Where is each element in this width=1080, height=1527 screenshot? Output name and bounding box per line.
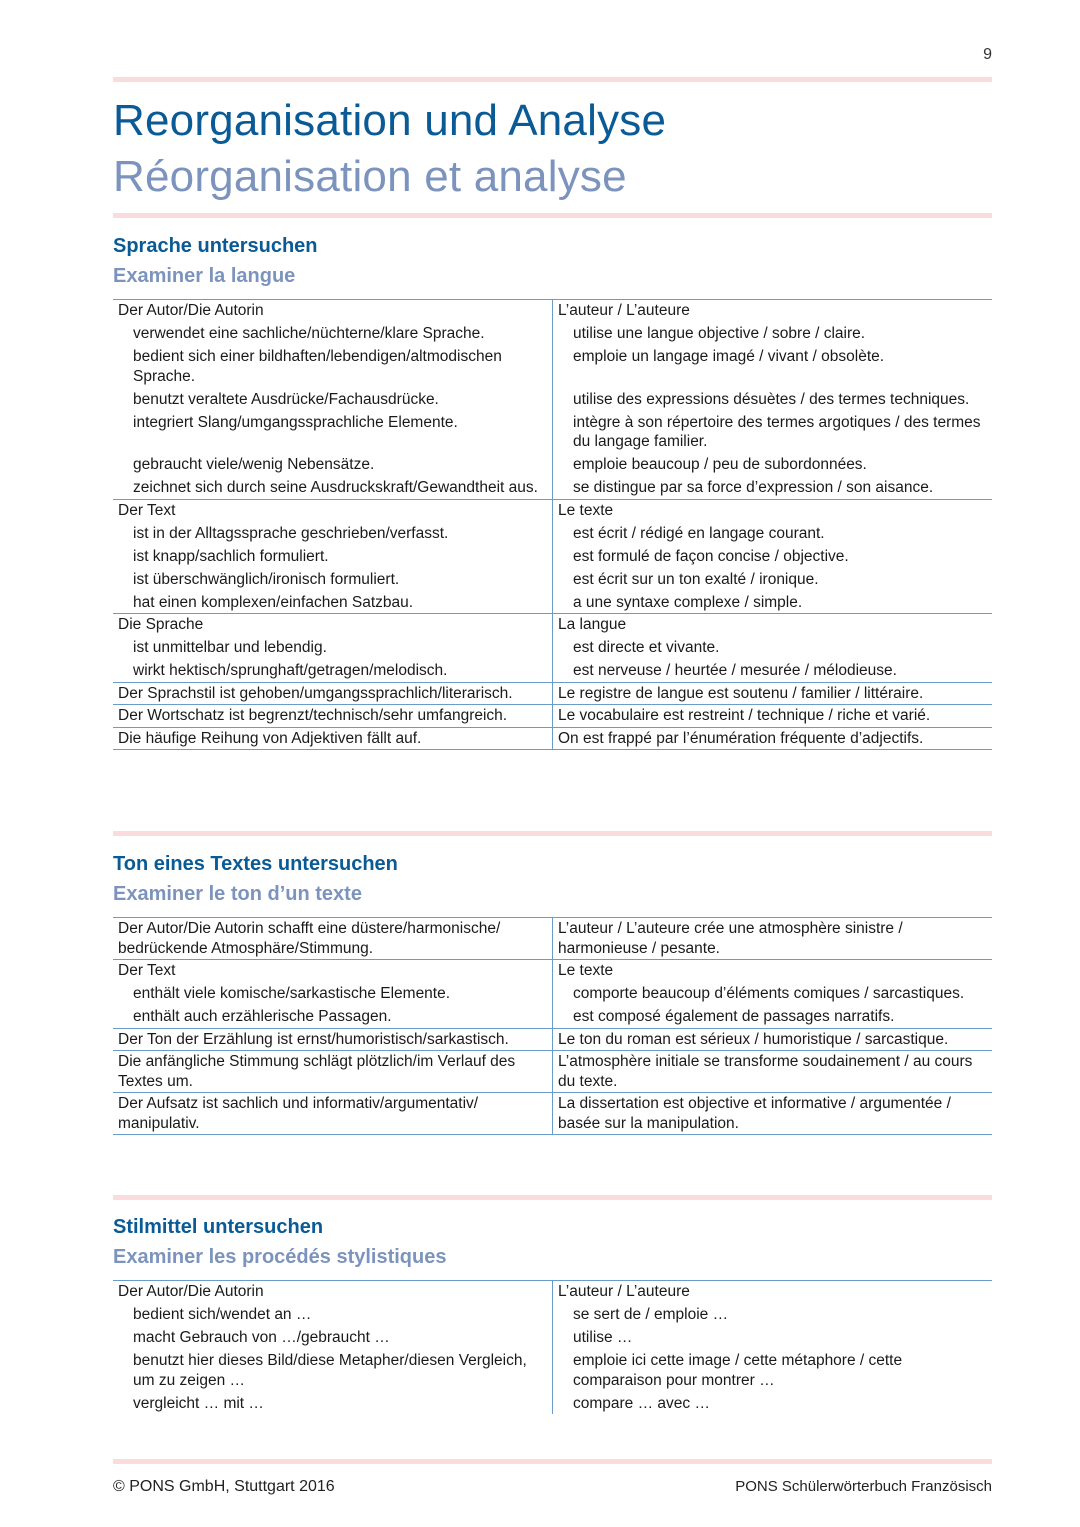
french-cell: [553, 300, 993, 500]
phrase: Die häufige Reihung von Adjektiven fällt auf.: [118, 729, 422, 747]
french-cell: [553, 1028, 993, 1051]
vocabulary-table: [113, 1280, 992, 1414]
phrase: Der Sprachstil ist gehoben/umgangssprachlich/literarisch.: [118, 684, 513, 702]
phrase: benutzt veraltete Ausdrücke/Fachausdrücke.: [133, 390, 439, 408]
vocabulary-table: [113, 917, 992, 1135]
section-heading-german: Ton eines Textes untersuchen: [113, 853, 398, 875]
german-cell: [113, 682, 553, 705]
phrase: est écrit sur un ton exalté / ironique.: [573, 570, 819, 588]
phrase: utilise …: [573, 1329, 633, 1346]
title-divider: [113, 213, 992, 218]
german-cell: [113, 918, 553, 960]
page-title-french: Réorganisation et analyse: [113, 152, 627, 201]
phrase: ist in der Alltagssprache geschrieben/verfasst.: [133, 524, 449, 542]
phrase: comporte beaucoup d’éléments comiques / sarcastiques.: [573, 985, 965, 1002]
french-cell: [553, 682, 993, 705]
section-heading-french: Examiner la langue: [113, 265, 296, 287]
french-cell: [553, 614, 993, 683]
french-cell: [553, 705, 993, 728]
phrase: Der Wortschatz ist begrenzt/technisch/sehr umfangreich.: [118, 707, 508, 724]
german-cell: [113, 1028, 553, 1051]
table-row: [113, 705, 992, 728]
phrase: est formulé de façon concise / objective.: [573, 547, 849, 565]
phrase: ist unmittelbar und lebendig.: [133, 639, 327, 656]
phrase: verwendet eine sachliche/nüchterne/klare Sprache.: [133, 325, 485, 342]
phrase: zeichnet sich durch seine Ausdruckskraft/Gewandtheit aus.: [133, 479, 538, 496]
phrase: emploie beaucoup / peu de subordonnées.: [573, 456, 867, 473]
row-heading: Le texte: [558, 501, 614, 519]
german-cell: [113, 300, 553, 500]
german-cell: [113, 1093, 553, 1135]
table-row: [113, 1093, 992, 1135]
phrase: macht Gebrauch von …/gebraucht …: [133, 1329, 390, 1346]
phrase: se distingue par sa force d’expression / son aisance.: [573, 479, 934, 496]
phrase: emploie un langage imagé / vivant / obsolète.: [573, 348, 885, 365]
row-heading: Der Autor/Die Autorin: [118, 302, 264, 319]
row-heading: Der Text: [118, 501, 176, 519]
phrase: integriert Slang/umgangssprachliche Elemente.: [133, 413, 458, 431]
section-ton-untersuchen: [113, 849, 992, 1135]
phrase: Die anfängliche Stimmung schlägt plötzlich/im Verlauf des Textes um.: [118, 1053, 516, 1090]
table-row: [113, 499, 992, 614]
row-heading: Der Autor/Die Autorin: [118, 1283, 264, 1300]
german-cell: [113, 960, 553, 1029]
phrase: est composé également de passages narratifs.: [573, 1008, 895, 1025]
phrase: hat einen komplexen/einfachen Satzbau.: [133, 593, 414, 611]
section-divider: [113, 831, 992, 836]
book-title: PONS Schülerwörterbuch Französisch: [735, 1478, 992, 1495]
row-heading: L’auteur / L’auteure: [558, 1283, 690, 1300]
table-row: [113, 1051, 992, 1093]
section-heading-french: Examiner les procédés stylistiques: [113, 1246, 447, 1268]
phrase: est écrit / rédigé en langage courant.: [573, 524, 825, 542]
table-row: [113, 1028, 992, 1051]
row-heading: L’auteur / L’auteure: [558, 302, 690, 319]
german-cell: [113, 727, 553, 750]
copyright-notice: © PONS GmbH, Stuttgart 2016: [113, 1478, 335, 1495]
vocabulary-table: [113, 299, 992, 750]
phrase: Der Autor/Die Autorin schafft eine düstere/harmonische/ bedrückende Atmosphäre/Stimmung.: [118, 920, 501, 957]
phrase: Der Ton der Erzählung ist ernst/humoristisch/sarkastisch.: [118, 1030, 509, 1048]
section-sprache-untersuchen: [113, 231, 992, 750]
page-title-german: Reorganisation und Analyse: [113, 96, 667, 145]
french-cell: [553, 1281, 993, 1415]
table-row: [113, 682, 992, 705]
phrase: Der Aufsatz ist sachlich und informativ/argumentativ/ manipulativ.: [118, 1095, 479, 1132]
german-cell: [113, 614, 553, 683]
row-heading: Die Sprache: [118, 616, 204, 633]
phrase: compare … avec …: [573, 1394, 710, 1412]
french-cell: [553, 727, 993, 750]
phrase: Le vocabulaire est restreint / technique / riche et varié.: [558, 707, 931, 724]
section-stilmittel-untersuchen: [113, 1212, 992, 1414]
phrase: La dissertation est objective et informative / argumentée / basée sur la manipulation.: [558, 1095, 951, 1132]
table-row: [113, 614, 992, 683]
section-heading-german: Sprache untersuchen: [113, 235, 318, 257]
german-cell: [113, 499, 553, 614]
phrase: L’auteur / L’auteure crée une atmosphère sinistre / harmonieuse / pesante.: [558, 920, 903, 957]
french-cell: [553, 918, 993, 960]
page-number: 9: [983, 46, 992, 63]
table-row: [113, 1281, 992, 1415]
row-heading: La langue: [558, 616, 627, 633]
phrase: gebraucht viele/wenig Nebensätze.: [133, 456, 375, 473]
table-row: [113, 300, 992, 500]
top-divider: [113, 77, 992, 82]
section-heading-french: Examiner le ton d’un texte: [113, 883, 362, 905]
footer-divider: [113, 1459, 992, 1464]
german-cell: [113, 1051, 553, 1093]
section-heading-german: Stilmittel untersuchen: [113, 1216, 324, 1238]
row-heading: Der Text: [118, 962, 176, 979]
phrase: wirkt hektisch/sprunghaft/getragen/melodisch.: [133, 662, 448, 679]
phrase: L’atmosphère initiale se transforme soudainement / au cours du texte.: [558, 1053, 973, 1090]
french-cell: [553, 1093, 993, 1135]
phrase: est directe et vivante.: [573, 639, 720, 656]
german-cell: [113, 1281, 553, 1415]
phrase: utilise une langue objective / sobre / claire.: [573, 325, 866, 342]
phrase: est nerveuse / heurtée / mesurée / mélodieuse.: [573, 662, 897, 679]
row-heading: Le texte: [558, 962, 614, 979]
section-divider: [113, 1195, 992, 1200]
phrase: a une syntaxe complexe / simple.: [573, 593, 803, 611]
phrase: benutzt hier dieses Bild/diese Metapher/diesen Vergleich, um zu zeigen …: [133, 1352, 527, 1389]
table-row: [113, 918, 992, 960]
phrase: utilise des expressions désuètes / des termes techniques.: [573, 390, 970, 408]
phrase: bedient sich einer bildhaften/lebendigen/altmodischen Sprache.: [133, 348, 502, 385]
french-cell: [553, 499, 993, 614]
phrase: vergleicht … mit …: [133, 1394, 264, 1412]
phrase: ist knapp/sachlich formuliert.: [133, 547, 329, 565]
phrase: se sert de / emploie …: [573, 1306, 729, 1323]
french-cell: [553, 1051, 993, 1093]
table-row: [113, 960, 992, 1029]
phrase: intègre à son répertoire des termes argotiques / des termes du langage familier.: [573, 413, 981, 450]
phrase: emploie ici cette image / cette métaphore / cette comparaison pour montrer …: [573, 1352, 903, 1389]
phrase: enthält auch erzählerische Passagen.: [133, 1008, 392, 1025]
phrase: On est frappé par l’énumération fréquente d’adjectifs.: [558, 729, 924, 747]
german-cell: [113, 705, 553, 728]
phrase: ist überschwänglich/ironisch formuliert.: [133, 570, 400, 588]
phrase: bedient sich/wendet an …: [133, 1306, 312, 1323]
phrase: Le registre de langue est soutenu / familier / littéraire.: [558, 684, 924, 702]
table-row: [113, 727, 992, 750]
phrase: Le ton du roman est sérieux / humoristique / sarcastique.: [558, 1030, 949, 1048]
french-cell: [553, 960, 993, 1029]
phrase: enthält viele komische/sarkastische Elemente.: [133, 985, 451, 1002]
